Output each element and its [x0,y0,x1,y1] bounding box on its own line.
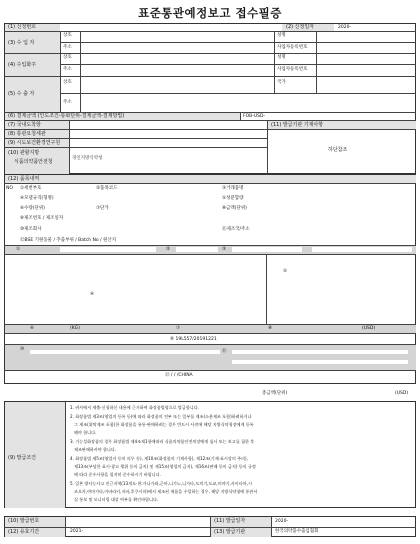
manufacturer-header: ⑩제조회사 [20,227,42,232]
conditions-label: (9) 발급조건 [8,455,36,461]
condition-line: 즈오카,야마가타,이바라키,지바,후쿠시마)에서 제조된 제품을 수입하는 경우, 해당 지방식약청에 통관서 [74,489,258,494]
condition-line: 해야 합니다. [74,430,97,435]
application-date-value: 2020- [338,24,352,30]
payment-value: FOB-USD- [243,113,266,119]
regional-fda-label: (10) 관할지방 [8,150,40,156]
importer-address-label: 주소 [63,67,72,72]
item-amount: ⑧ [268,325,273,331]
ingredient-header: ⑤성분함량 [222,196,244,201]
receiver-rep-label: 성명 [277,33,286,38]
importer-name-label: 상호 [63,55,72,60]
condition-line: 2. 화장품법 제3조(영업의 등록 등)에 따라 화장품의 전부 또는 일부를 제조(소분제조 포함)하려하거나 [70,414,252,419]
amount-header: ⑧금액(단위) [222,206,247,211]
issuing-agency-label: (13) 발급기관 [214,528,246,535]
receiver-name-label: 상호 [63,33,72,38]
payment-label: (6) 결제금액 (인도조건-통화단위-결제금액-결제방법) [8,113,125,119]
receiver-address-label: 주소 [63,45,72,50]
issuing-agency-value: 한국의약품수출입협회 [275,529,319,534]
model-header: ④모델규격(형명) [20,196,54,201]
item-unit-price: ⑦ [176,325,181,331]
issuer-notes-label: (11) 발급기관 기재사항 [271,122,324,128]
item-quantity: ⑥ [30,325,35,331]
item-quantity-unit: (KG) [70,325,80,331]
item-amount-unit: (USD) [362,325,376,331]
condition-line: 4. 화장품법 제5조(영업자 등의 의무 등), 제10조(화장품의 기재사항), 제12조(기재·표시상의 주의), [70,456,248,461]
exporter-label: (5) 수 출 자 [8,91,35,97]
trade-name-header: ③거래품명 [222,186,244,191]
issue-date-label: (11) 발급일자 [214,518,246,524]
condition-line: 3. 기능성화장품의 경우 화장품법 제4조제1항에따라 식품의약품안전처장에게 심사 또는 보고를 필한 후 [70,439,255,444]
condition-line: 제조판매하셔야 합니다. [74,447,117,452]
importer-label: (4) 수입화주 [8,62,36,68]
mfg-country-header: ⑪제조국/주소 [222,227,250,232]
items-no-header: NO [6,186,13,191]
condition-line: 실 통보 및 모니터링 대상 여부를 확인바랍니다. [74,497,159,502]
item-mfg-country: ⑪ [222,349,227,354]
total-amount-label: 총금액(단위) [262,391,288,396]
item-code: ② [166,246,171,252]
condition-line: 그 제조(위탁제조 포함)한 화장품을 유통·판매하려는 경우 반드시 사전에 해당 지방식약청장에게 등록 [74,422,254,427]
validity-label: (12) 유효기간 [8,528,40,535]
application-number-value [60,24,282,32]
bse-header: ⑫BSE 기원동물 / 추출부위 / Batch No / 원산지 [20,238,117,243]
importer-rep-label: 성명 [277,55,286,60]
item-mfg-number: ⑨ 19L557/20191221 [170,337,217,342]
item-trade-name: ③ [222,246,227,252]
issue-number-label: (10) 발급번호 [8,518,40,524]
item-ingredient: ⑤ [283,269,288,274]
application-number-label: (1) 신청번호 [8,24,36,30]
mfg-number-header: ⑨제조번호 / 제조일자 [20,216,64,221]
item-bse: ⑫ / / /CHINA [165,373,193,378]
regional-fda-label-2: 식품의약품안전청 [14,159,53,165]
application-date-label: (2) 신청일자 [286,24,314,30]
condition-line: 5. 일본 방사능사고 인근지역(13개도·현:가나가와,군마,니가노,니가타,도치기,도쿄,미야기,사이타마,시 [70,481,252,486]
hs-code-header: ①세번부호 [20,186,42,191]
receiver-bizno-label: 사업자등록번호 [277,45,308,50]
item-manufacturer: ⑩ [20,347,25,352]
condition-line: 1. 귀사에서 제출·신청하신 내용에 근거하여 화장품법령으로 발급합니다. [70,405,199,410]
arrival-port-label: (7) 국내도착항 [8,122,41,128]
regional-fda-value: 경인지방식약청 [72,156,103,161]
customs-office-label: (8) 통관요청세관 [8,131,46,137]
item-code-header: ②품목코드 [96,186,118,191]
importer-bizno-label: 사업자등록번호 [277,67,308,72]
health-institute-label: (9) 시도보건환경연구원 [8,140,61,146]
quantity-header: ⑥수량(단위) [20,206,45,211]
validity-value: 2021- [70,529,84,534]
exporter-country-label: 국가 [277,80,286,85]
issue-date-value: 2020- [275,518,289,524]
item-model: ④ [90,292,95,297]
unit-price-header: ⑦단가 [96,206,109,211]
page-title: 표준통관예정보고 접수필증 [138,6,282,20]
issuer-notes-value: 하단참조 [328,147,348,153]
total-amount-unit: (USD) [395,391,409,396]
exporter-name-label: 상호 [63,80,72,85]
condition-line: 제13조(부당한 표시·광고 행위 등의 금지) 및 제15조(영업의 금지), 제16조(판매 등의 금지) 등의 규정 [74,464,256,469]
condition-line: 에 따라 준수사항을 철저히 준수하시기 바랍니다. [74,472,161,477]
item-hs-code: ① [16,246,21,252]
exporter-address-label: 주소 [63,100,72,105]
receiver-label: (3) 수 입 자 [8,40,35,46]
items-label: (12) 품목내역 [8,176,40,182]
